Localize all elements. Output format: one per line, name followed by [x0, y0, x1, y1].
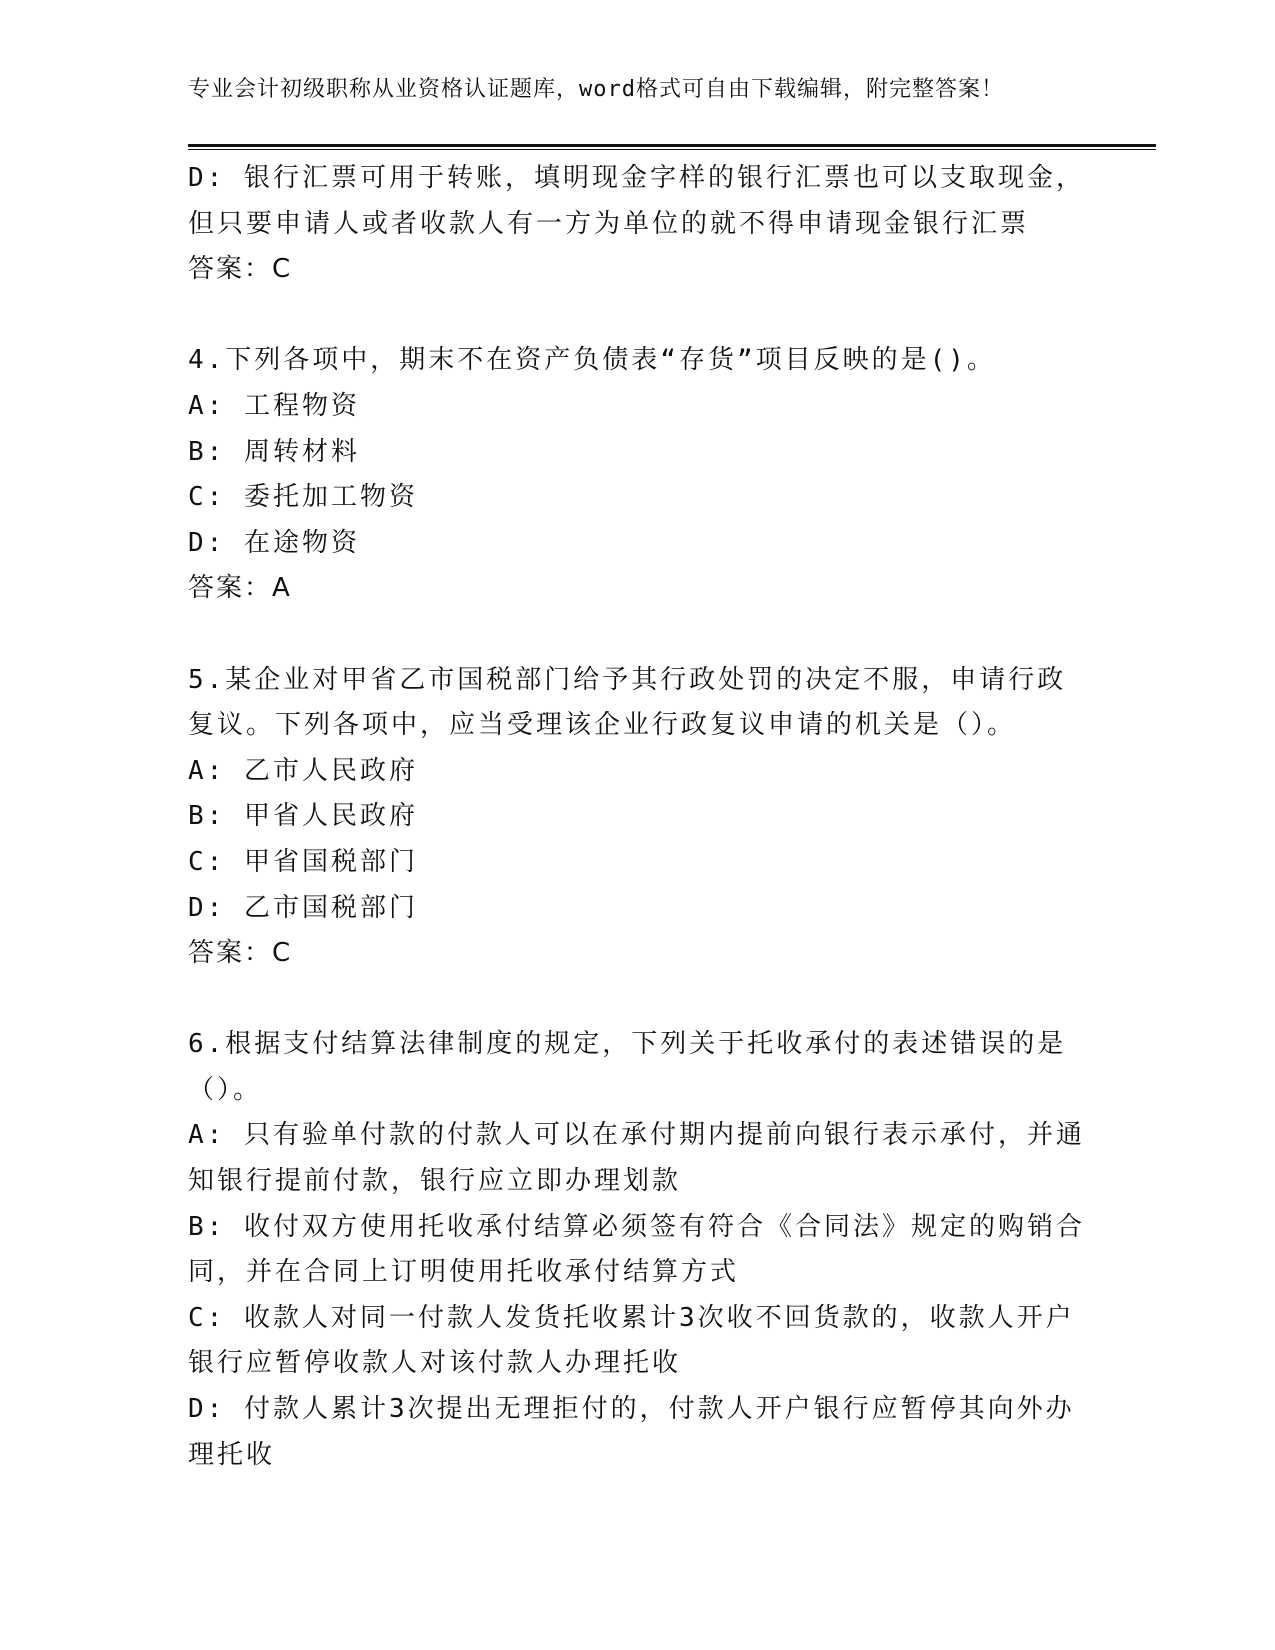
question-stem: 6.根据支付结算法律制度的规定，下列关于托收承付的表述错误的是 — [188, 1029, 1067, 1060]
option-d: 理托收 — [188, 1439, 276, 1470]
spacer — [188, 977, 1088, 1023]
option-d: D: 乙市国税部门 — [188, 892, 418, 923]
question-stem: （）。 — [188, 1074, 263, 1105]
option-a: A: 只有验单付款的付款人可以在承付期内提前向银行表示承付，并通 — [188, 1120, 1085, 1151]
question-content — [188, 156, 1088, 1478]
option-b: B: 周转材料 — [188, 436, 360, 467]
option-d: D: 付款人累计3次提出无理拒付的，付款人开户银行应暂停其向外办 — [188, 1394, 1075, 1425]
option-a: A: 乙市人民政府 — [188, 755, 418, 786]
question-stem: 5.某企业对甲省乙市国税部门给予其行政处罚的决定不服，申请行政 — [188, 664, 1067, 695]
question-line: D: 银行汇票可用于转账，填明现金字样的银行汇票也可以支取现金， — [188, 163, 1085, 193]
answer-line: 答案：A — [188, 573, 292, 604]
option-b: 同，并在合同上订明使用托收承付结算方式 — [188, 1257, 740, 1288]
option-a: 知银行提前付款，银行应立即办理划款 — [188, 1166, 682, 1197]
option-c: C: 委托加工物资 — [188, 482, 418, 513]
option-a: A: 工程物资 — [188, 390, 360, 421]
option-c: C: 甲省国税部门 — [188, 846, 418, 877]
header-rule-thin — [188, 149, 1156, 150]
option-c: 银行应暂停收款人对该付款人办理托收 — [188, 1348, 682, 1379]
page-header: 专业会计初级职称从业资格认证题库，word格式可自由下载编辑，附完整答案！ — [188, 77, 1004, 102]
question-stem: 复议。下列各项中，应当受理该企业行政复议申请的机关是（）。 — [188, 710, 1017, 741]
option-c: C: 收款人对同一付款人发货托收累计3次收不回货款的，收款人开户 — [188, 1302, 1075, 1333]
option-b: B: 收付双方使用托收承付结算必须签有符合《合同法》规定的购销合 — [188, 1211, 1085, 1242]
header-rule-thick — [188, 144, 1156, 147]
answer-line: 答案：C — [188, 254, 293, 285]
question-stem: 4.下列各项中，期末不在资产负债表“存货”项目反映的是()。 — [188, 345, 996, 376]
spacer — [188, 612, 1088, 658]
question-line: 但只要申请人或者收款人有一方为单位的就不得申请现金银行汇票 — [188, 208, 1030, 239]
answer-line: 答案：C — [188, 938, 293, 969]
spacer — [188, 293, 1088, 339]
option-b: B: 甲省人民政府 — [188, 801, 418, 832]
option-d: D: 在途物资 — [188, 527, 360, 558]
